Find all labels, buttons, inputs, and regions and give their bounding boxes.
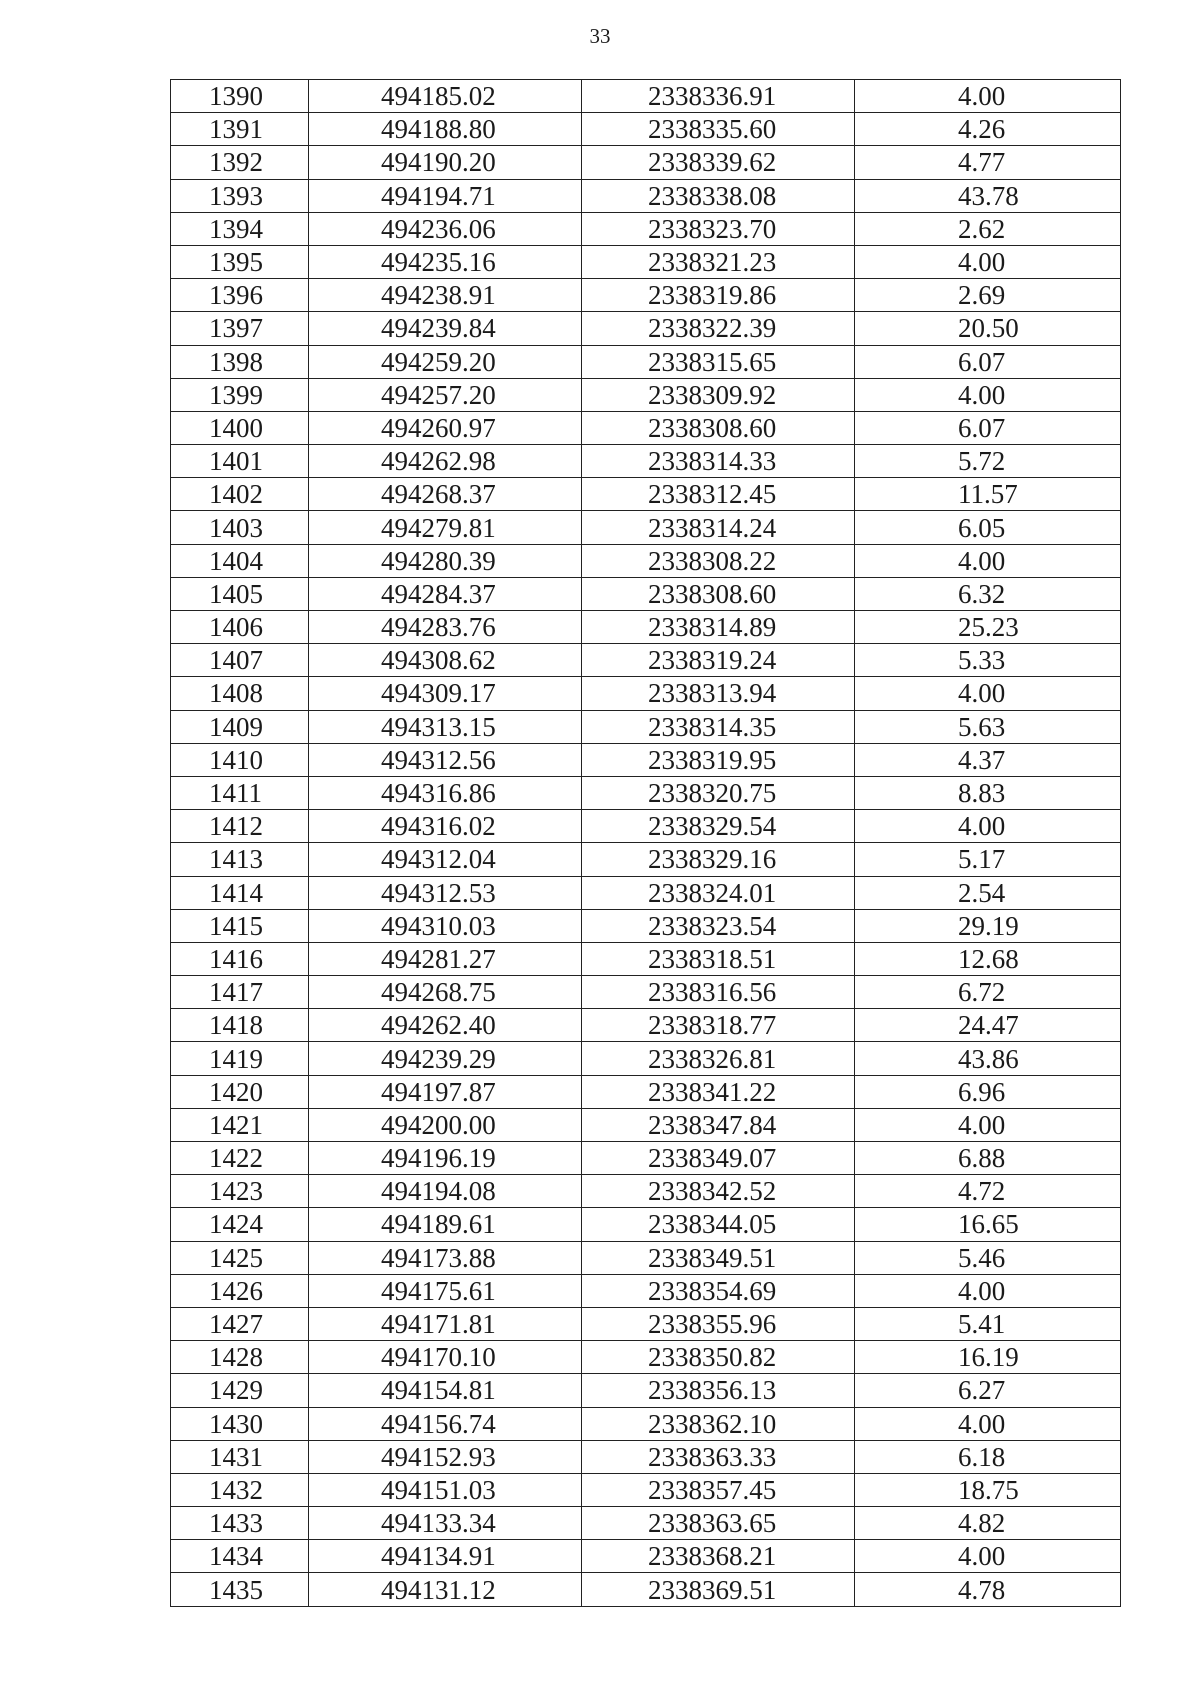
x-coordinate-cell: 494188.80 — [309, 113, 582, 146]
y-coordinate-cell: 2338355.96 — [582, 1307, 855, 1340]
point-number-cell: 1398 — [171, 345, 309, 378]
y-coordinate-cell: 2338341.22 — [582, 1075, 855, 1108]
distance-cell: 2.62 — [855, 212, 1121, 245]
point-number-cell: 1431 — [171, 1440, 309, 1473]
point-number-cell: 1391 — [171, 113, 309, 146]
y-coordinate-cell: 2338323.70 — [582, 212, 855, 245]
table-row — [171, 345, 1121, 378]
point-number-cell: 1435 — [171, 1573, 309, 1606]
point-number-cell: 1416 — [171, 942, 309, 975]
point-number-cell: 1415 — [171, 909, 309, 942]
distance-cell: 4.00 — [855, 245, 1121, 278]
x-coordinate-cell: 494312.04 — [309, 843, 582, 876]
distance-cell: 5.63 — [855, 710, 1121, 743]
point-number-cell: 1421 — [171, 1108, 309, 1141]
x-coordinate-cell: 494194.71 — [309, 179, 582, 212]
distance-cell: 6.88 — [855, 1142, 1121, 1175]
x-coordinate-cell: 494151.03 — [309, 1473, 582, 1506]
table-row — [171, 113, 1121, 146]
x-coordinate-cell: 494310.03 — [309, 909, 582, 942]
distance-cell: 4.00 — [855, 80, 1121, 113]
point-number-cell: 1403 — [171, 511, 309, 544]
point-number-cell: 1417 — [171, 976, 309, 1009]
point-number-cell: 1393 — [171, 179, 309, 212]
table-row — [171, 810, 1121, 843]
distance-cell: 4.00 — [855, 1108, 1121, 1141]
point-number-cell: 1409 — [171, 710, 309, 743]
distance-cell: 6.27 — [855, 1374, 1121, 1407]
y-coordinate-cell: 2338308.60 — [582, 411, 855, 444]
distance-cell: 4.78 — [855, 1573, 1121, 1606]
distance-cell: 16.65 — [855, 1208, 1121, 1241]
table-row — [171, 1407, 1121, 1440]
point-number-cell: 1420 — [171, 1075, 309, 1108]
y-coordinate-cell: 2338321.23 — [582, 245, 855, 278]
y-coordinate-cell: 2338362.10 — [582, 1407, 855, 1440]
y-coordinate-cell: 2338342.52 — [582, 1175, 855, 1208]
x-coordinate-cell: 494196.19 — [309, 1142, 582, 1175]
point-number-cell: 1418 — [171, 1009, 309, 1042]
x-coordinate-cell: 494200.00 — [309, 1108, 582, 1141]
point-number-cell: 1414 — [171, 876, 309, 909]
x-coordinate-cell: 494312.53 — [309, 876, 582, 909]
x-coordinate-cell: 494309.17 — [309, 677, 582, 710]
table-row — [171, 644, 1121, 677]
distance-cell: 18.75 — [855, 1473, 1121, 1506]
y-coordinate-cell: 2338329.54 — [582, 810, 855, 843]
table-row — [171, 942, 1121, 975]
y-coordinate-cell: 2338338.08 — [582, 179, 855, 212]
y-coordinate-cell: 2338326.81 — [582, 1042, 855, 1075]
x-coordinate-cell: 494268.75 — [309, 976, 582, 1009]
point-number-cell: 1394 — [171, 212, 309, 245]
table-row — [171, 710, 1121, 743]
point-number-cell: 1429 — [171, 1374, 309, 1407]
distance-cell: 4.00 — [855, 378, 1121, 411]
table-row — [171, 876, 1121, 909]
distance-cell: 4.00 — [855, 1540, 1121, 1573]
table-row — [171, 1573, 1121, 1606]
y-coordinate-cell: 2338319.24 — [582, 644, 855, 677]
distance-cell: 25.23 — [855, 611, 1121, 644]
table-row — [171, 445, 1121, 478]
point-number-cell: 1433 — [171, 1507, 309, 1540]
y-coordinate-cell: 2338318.77 — [582, 1009, 855, 1042]
point-number-cell: 1404 — [171, 544, 309, 577]
distance-cell: 43.78 — [855, 179, 1121, 212]
x-coordinate-cell: 494308.62 — [309, 644, 582, 677]
table-row — [171, 976, 1121, 1009]
x-coordinate-cell: 494152.93 — [309, 1440, 582, 1473]
x-coordinate-cell: 494281.27 — [309, 942, 582, 975]
y-coordinate-cell: 2338335.60 — [582, 113, 855, 146]
y-coordinate-cell: 2338356.13 — [582, 1374, 855, 1407]
distance-cell: 6.96 — [855, 1075, 1121, 1108]
point-number-cell: 1434 — [171, 1540, 309, 1573]
point-number-cell: 1410 — [171, 743, 309, 776]
x-coordinate-cell: 494238.91 — [309, 279, 582, 312]
x-coordinate-cell: 494259.20 — [309, 345, 582, 378]
table-row — [171, 1507, 1121, 1540]
distance-cell: 5.72 — [855, 445, 1121, 478]
x-coordinate-cell: 494173.88 — [309, 1241, 582, 1274]
distance-cell: 12.68 — [855, 942, 1121, 975]
table-row — [171, 843, 1121, 876]
distance-cell: 43.86 — [855, 1042, 1121, 1075]
point-number-cell: 1423 — [171, 1175, 309, 1208]
x-coordinate-cell: 494154.81 — [309, 1374, 582, 1407]
distance-cell: 4.00 — [855, 544, 1121, 577]
table-row — [171, 577, 1121, 610]
y-coordinate-cell: 2338319.95 — [582, 743, 855, 776]
y-coordinate-cell: 2338314.35 — [582, 710, 855, 743]
distance-cell: 2.69 — [855, 279, 1121, 312]
y-coordinate-cell: 2338308.60 — [582, 577, 855, 610]
point-number-cell: 1412 — [171, 810, 309, 843]
point-number-cell: 1400 — [171, 411, 309, 444]
point-number-cell: 1419 — [171, 1042, 309, 1075]
x-coordinate-cell: 494170.10 — [309, 1341, 582, 1374]
x-coordinate-cell: 494312.56 — [309, 743, 582, 776]
distance-cell: 6.18 — [855, 1440, 1121, 1473]
x-coordinate-cell: 494185.02 — [309, 80, 582, 113]
x-coordinate-cell: 494316.02 — [309, 810, 582, 843]
table-row — [171, 1009, 1121, 1042]
y-coordinate-cell: 2338339.62 — [582, 146, 855, 179]
y-coordinate-cell: 2338350.82 — [582, 1341, 855, 1374]
distance-cell: 2.54 — [855, 876, 1121, 909]
distance-cell: 5.41 — [855, 1307, 1121, 1340]
table-row — [171, 378, 1121, 411]
table-row — [171, 245, 1121, 278]
distance-cell: 6.72 — [855, 976, 1121, 1009]
x-coordinate-cell: 494133.34 — [309, 1507, 582, 1540]
point-number-cell: 1432 — [171, 1473, 309, 1506]
table-row — [171, 1241, 1121, 1274]
point-number-cell: 1407 — [171, 644, 309, 677]
y-coordinate-cell: 2338308.22 — [582, 544, 855, 577]
distance-cell: 4.00 — [855, 677, 1121, 710]
point-number-cell: 1406 — [171, 611, 309, 644]
x-coordinate-cell: 494236.06 — [309, 212, 582, 245]
x-coordinate-cell: 494260.97 — [309, 411, 582, 444]
point-number-cell: 1402 — [171, 478, 309, 511]
distance-cell: 5.17 — [855, 843, 1121, 876]
table-row — [171, 677, 1121, 710]
x-coordinate-cell: 494197.87 — [309, 1075, 582, 1108]
x-coordinate-cell: 494235.16 — [309, 245, 582, 278]
table-row — [171, 1307, 1121, 1340]
point-number-cell: 1399 — [171, 378, 309, 411]
table-row — [171, 1540, 1121, 1573]
coordinate-table-body — [171, 80, 1121, 1607]
distance-cell: 16.19 — [855, 1341, 1121, 1374]
point-number-cell: 1411 — [171, 776, 309, 809]
distance-cell: 4.00 — [855, 1407, 1121, 1440]
distance-cell: 24.47 — [855, 1009, 1121, 1042]
x-coordinate-cell: 494283.76 — [309, 611, 582, 644]
distance-cell: 4.77 — [855, 146, 1121, 179]
x-coordinate-cell: 494257.20 — [309, 378, 582, 411]
table-row — [171, 1042, 1121, 1075]
point-number-cell: 1426 — [171, 1274, 309, 1307]
x-coordinate-cell: 494239.29 — [309, 1042, 582, 1075]
point-number-cell: 1428 — [171, 1341, 309, 1374]
y-coordinate-cell: 2338347.84 — [582, 1108, 855, 1141]
y-coordinate-cell: 2338319.86 — [582, 279, 855, 312]
point-number-cell: 1401 — [171, 445, 309, 478]
table-row — [171, 743, 1121, 776]
table-row — [171, 1274, 1121, 1307]
table-row — [171, 212, 1121, 245]
point-number-cell: 1392 — [171, 146, 309, 179]
page-number: 33 — [589, 24, 611, 48]
y-coordinate-cell: 2338344.05 — [582, 1208, 855, 1241]
y-coordinate-cell: 2338312.45 — [582, 478, 855, 511]
point-number-cell: 1395 — [171, 245, 309, 278]
distance-cell: 4.72 — [855, 1175, 1121, 1208]
table-row — [171, 1473, 1121, 1506]
y-coordinate-cell: 2338349.07 — [582, 1142, 855, 1175]
table-row — [171, 1341, 1121, 1374]
y-coordinate-cell: 2338314.24 — [582, 511, 855, 544]
x-coordinate-cell: 494262.98 — [309, 445, 582, 478]
table-row — [171, 1374, 1121, 1407]
x-coordinate-cell: 494268.37 — [309, 478, 582, 511]
point-number-cell: 1425 — [171, 1241, 309, 1274]
table-row — [171, 411, 1121, 444]
x-coordinate-cell: 494156.74 — [309, 1407, 582, 1440]
point-number-cell: 1408 — [171, 677, 309, 710]
table-row — [171, 1142, 1121, 1175]
distance-cell: 6.32 — [855, 577, 1121, 610]
x-coordinate-cell: 494316.86 — [309, 776, 582, 809]
table-row — [171, 1175, 1121, 1208]
y-coordinate-cell: 2338363.65 — [582, 1507, 855, 1540]
x-coordinate-cell: 494279.81 — [309, 511, 582, 544]
distance-cell: 5.33 — [855, 644, 1121, 677]
y-coordinate-cell: 2338329.16 — [582, 843, 855, 876]
table-row — [171, 909, 1121, 942]
distance-cell: 29.19 — [855, 909, 1121, 942]
y-coordinate-cell: 2338314.89 — [582, 611, 855, 644]
table-row — [171, 1440, 1121, 1473]
table-row — [171, 1108, 1121, 1141]
y-coordinate-cell: 2338368.21 — [582, 1540, 855, 1573]
distance-cell: 5.46 — [855, 1241, 1121, 1274]
y-coordinate-cell: 2338318.51 — [582, 942, 855, 975]
y-coordinate-cell: 2338313.94 — [582, 677, 855, 710]
y-coordinate-cell: 2338309.92 — [582, 378, 855, 411]
coordinate-table — [170, 79, 1121, 1607]
distance-cell: 6.05 — [855, 511, 1121, 544]
y-coordinate-cell: 2338357.45 — [582, 1473, 855, 1506]
point-number-cell: 1430 — [171, 1407, 309, 1440]
distance-cell: 20.50 — [855, 312, 1121, 345]
x-coordinate-cell: 494194.08 — [309, 1175, 582, 1208]
x-coordinate-cell: 494131.12 — [309, 1573, 582, 1606]
point-number-cell: 1427 — [171, 1307, 309, 1340]
x-coordinate-cell: 494175.61 — [309, 1274, 582, 1307]
y-coordinate-cell: 2338314.33 — [582, 445, 855, 478]
y-coordinate-cell: 2338322.39 — [582, 312, 855, 345]
table-row — [171, 1075, 1121, 1108]
table-row — [171, 478, 1121, 511]
table-row — [171, 544, 1121, 577]
y-coordinate-cell: 2338316.56 — [582, 976, 855, 1009]
table-row — [171, 179, 1121, 212]
distance-cell: 11.57 — [855, 478, 1121, 511]
y-coordinate-cell: 2338320.75 — [582, 776, 855, 809]
distance-cell: 4.26 — [855, 113, 1121, 146]
point-number-cell: 1422 — [171, 1142, 309, 1175]
table-row — [171, 80, 1121, 113]
point-number-cell: 1396 — [171, 279, 309, 312]
x-coordinate-cell: 494284.37 — [309, 577, 582, 610]
y-coordinate-cell: 2338354.69 — [582, 1274, 855, 1307]
point-number-cell: 1424 — [171, 1208, 309, 1241]
point-number-cell: 1397 — [171, 312, 309, 345]
table-row — [171, 312, 1121, 345]
table-row — [171, 146, 1121, 179]
x-coordinate-cell: 494171.81 — [309, 1307, 582, 1340]
x-coordinate-cell: 494280.39 — [309, 544, 582, 577]
distance-cell: 4.82 — [855, 1507, 1121, 1540]
y-coordinate-cell: 2338324.01 — [582, 876, 855, 909]
point-number-cell: 1405 — [171, 577, 309, 610]
x-coordinate-cell: 494262.40 — [309, 1009, 582, 1042]
y-coordinate-cell: 2338315.65 — [582, 345, 855, 378]
table-row — [171, 279, 1121, 312]
distance-cell: 4.00 — [855, 1274, 1121, 1307]
y-coordinate-cell: 2338323.54 — [582, 909, 855, 942]
x-coordinate-cell: 494189.61 — [309, 1208, 582, 1241]
table-row — [171, 511, 1121, 544]
y-coordinate-cell: 2338369.51 — [582, 1573, 855, 1606]
x-coordinate-cell: 494190.20 — [309, 146, 582, 179]
y-coordinate-cell: 2338336.91 — [582, 80, 855, 113]
point-number-cell: 1413 — [171, 843, 309, 876]
y-coordinate-cell: 2338363.33 — [582, 1440, 855, 1473]
distance-cell: 4.37 — [855, 743, 1121, 776]
y-coordinate-cell: 2338349.51 — [582, 1241, 855, 1274]
table-row — [171, 776, 1121, 809]
distance-cell: 8.83 — [855, 776, 1121, 809]
x-coordinate-cell: 494313.15 — [309, 710, 582, 743]
x-coordinate-cell: 494239.84 — [309, 312, 582, 345]
distance-cell: 4.00 — [855, 810, 1121, 843]
point-number-cell: 1390 — [171, 80, 309, 113]
distance-cell: 6.07 — [855, 345, 1121, 378]
table-row — [171, 611, 1121, 644]
distance-cell: 6.07 — [855, 411, 1121, 444]
table-row — [171, 1208, 1121, 1241]
x-coordinate-cell: 494134.91 — [309, 1540, 582, 1573]
